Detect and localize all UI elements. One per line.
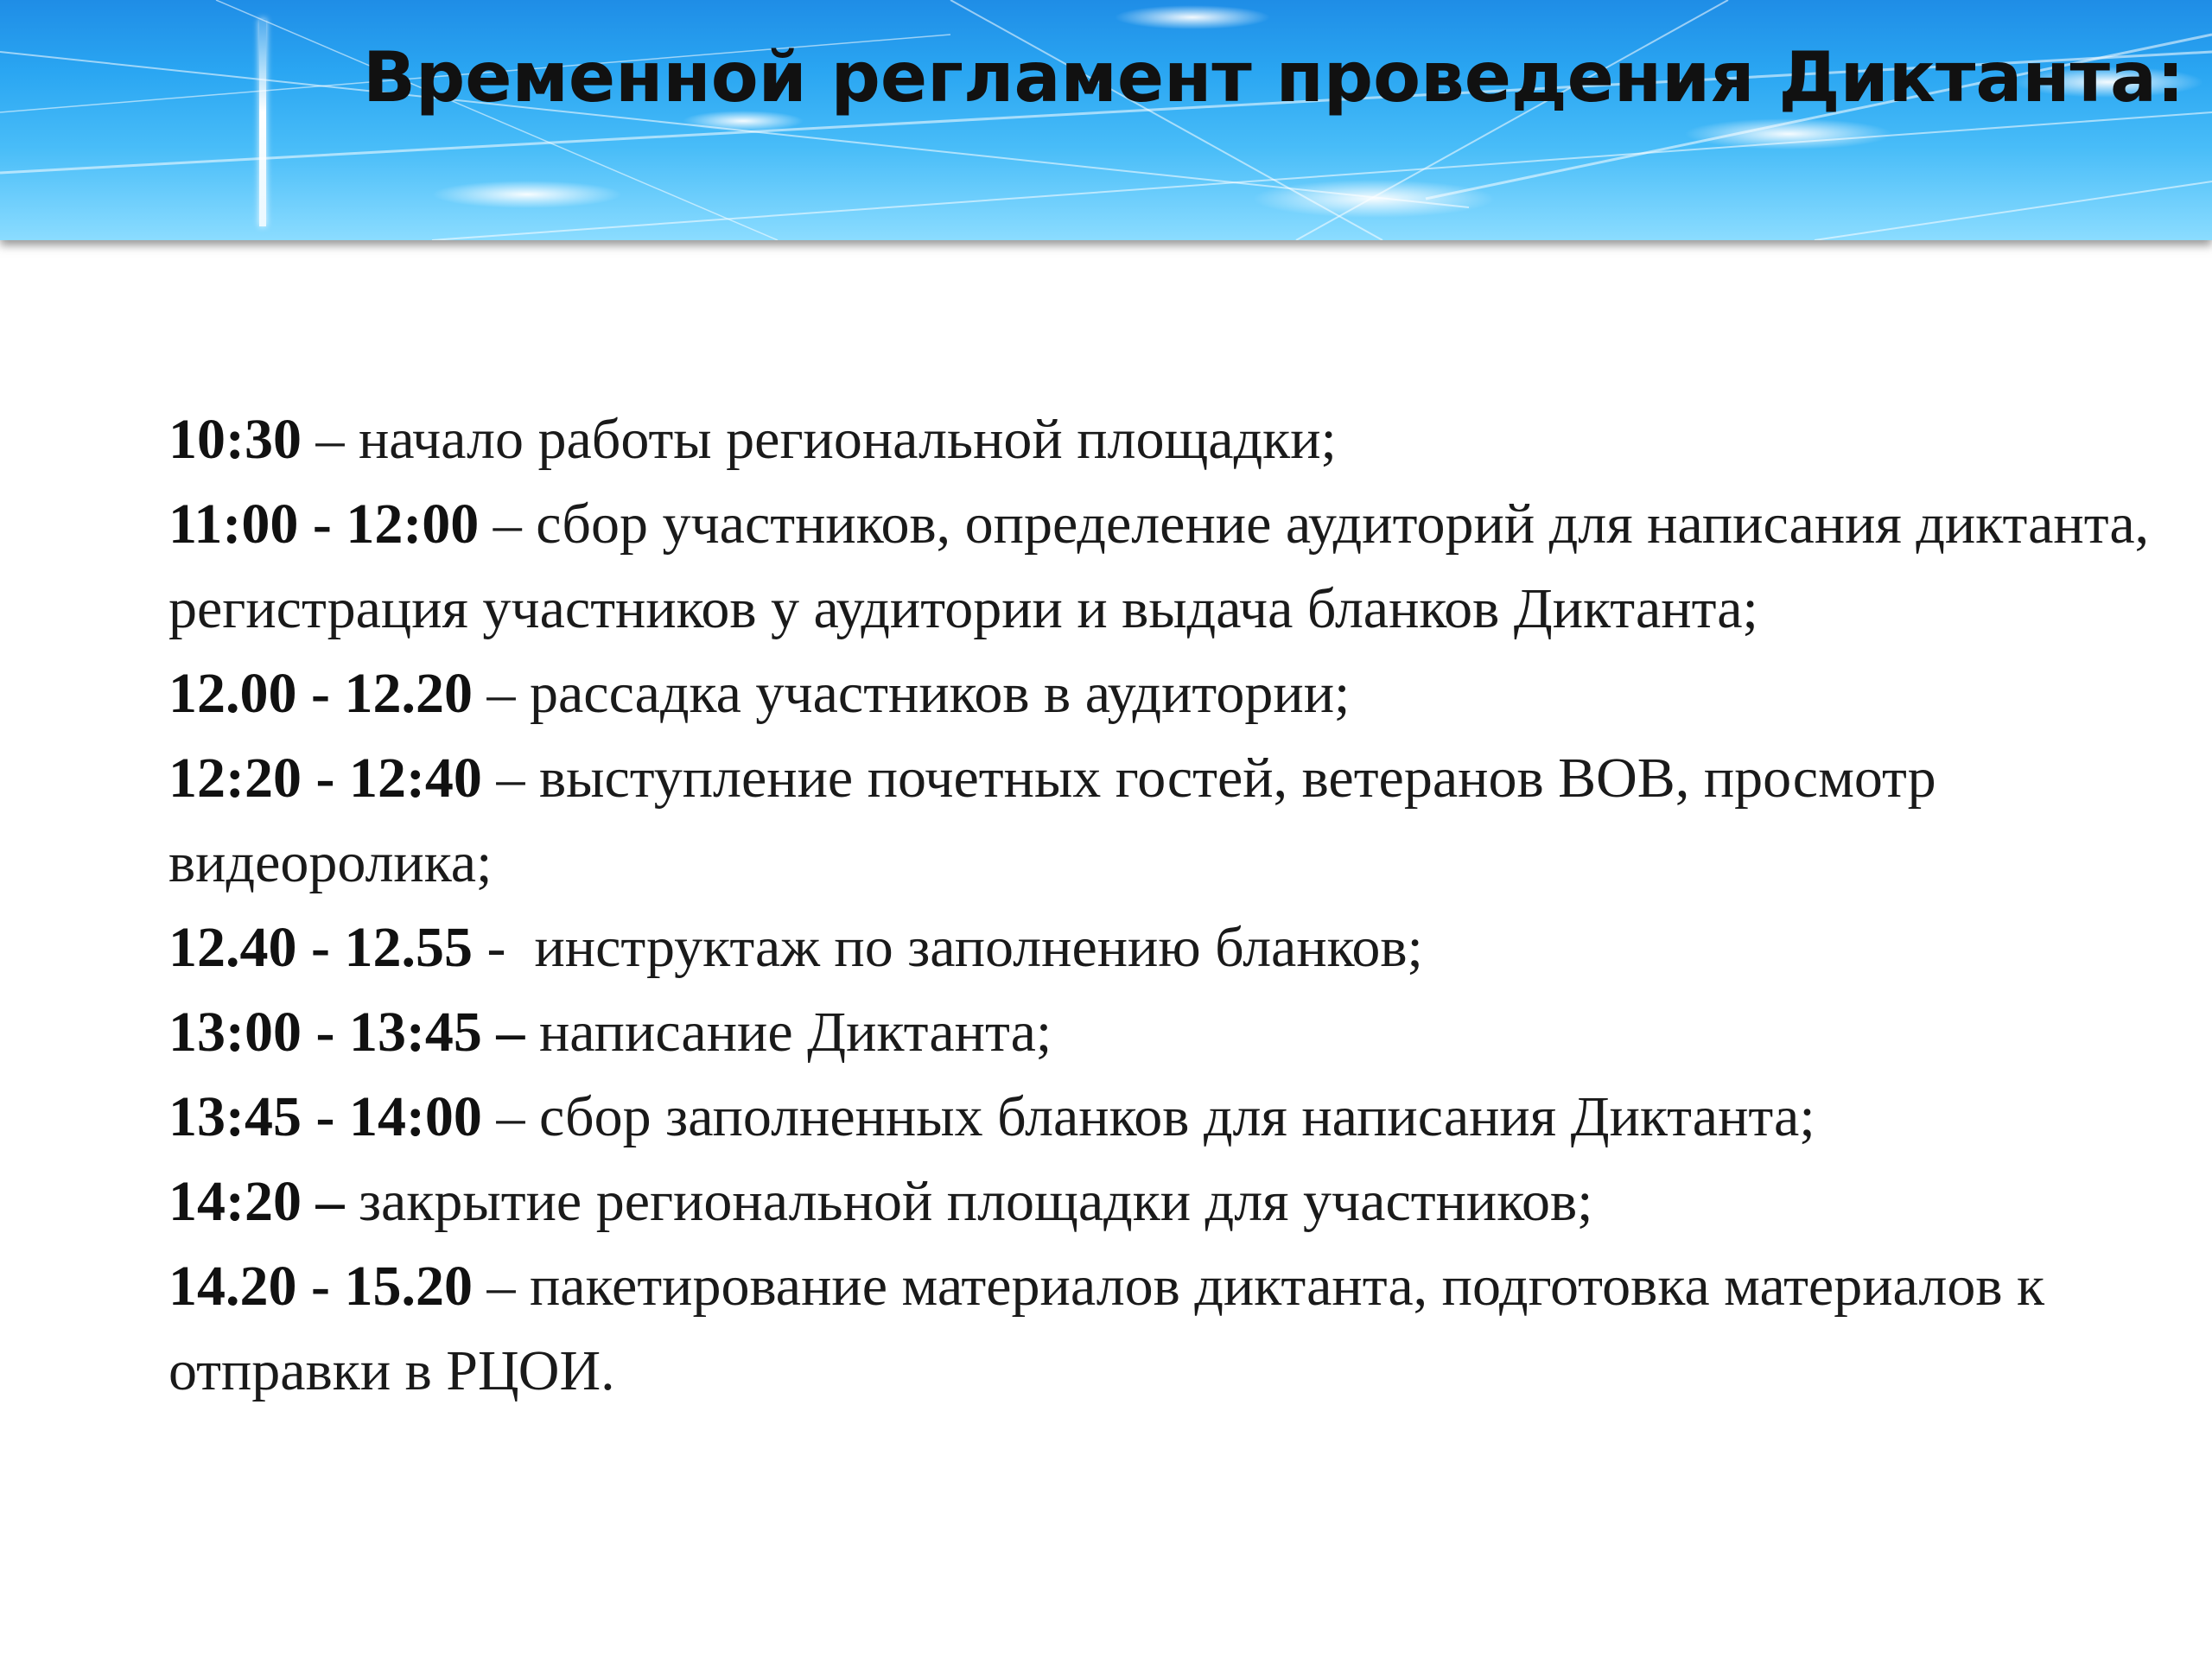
schedule-separator: – — [481, 747, 539, 810]
schedule-text: инструктаж по заполнению бланков; — [534, 916, 1423, 979]
schedule-text: рассадка участников в аудитории; — [529, 662, 1351, 725]
header-band — [0, 0, 2212, 240]
schedule-text: пакетирование материалов диктанта, подготовка материалов к отправки в РЦОИ. — [168, 1255, 2045, 1402]
schedule-item — [168, 990, 2156, 1075]
schedule-time: 13:00 - 13:45 – — [168, 1001, 525, 1064]
schedule-separator: – — [479, 493, 537, 556]
schedule-time: 11:00 - 12:00 — [168, 493, 480, 556]
schedule-item — [168, 1244, 2156, 1414]
schedule-separator — [344, 1170, 359, 1233]
header-divider — [259, 19, 266, 226]
schedule-item — [168, 652, 2156, 736]
schedule-text: начало работы региональной площадки; — [358, 408, 1337, 471]
schedule-text: сбор заполненных бланков для написания Диктанта; — [538, 1085, 1815, 1148]
schedule-time: 12.00 - 12.20 — [168, 662, 473, 725]
schedule-time: 12.40 - 12.55 — [168, 916, 473, 979]
schedule-time: 10:30 — [168, 408, 302, 471]
schedule-time: 14:20 – — [168, 1170, 345, 1233]
schedule-time: 14.20 - 15.20 — [168, 1255, 473, 1318]
schedule-text: написание Диктанта; — [538, 1001, 1052, 1064]
schedule-list — [168, 397, 2156, 1414]
schedule-separator: - — [472, 916, 535, 979]
schedule-separator — [524, 1001, 539, 1064]
schedule-separator: – — [481, 1085, 539, 1148]
schedule-text: закрытие региональной площадки для участников; — [358, 1170, 1593, 1233]
schedule-text: сбор участников, определение аудиторий для написания диктанта, регистрация участников у аудитории и выдача бланков Диктанта; — [168, 493, 2150, 640]
schedule-item — [168, 397, 2156, 482]
schedule-item — [168, 736, 2156, 906]
schedule-separator: – — [301, 408, 359, 471]
schedule-separator: – — [472, 1255, 530, 1318]
schedule-item — [168, 906, 2156, 990]
schedule-item — [168, 482, 2156, 652]
schedule-item — [168, 1075, 2156, 1160]
schedule-separator: – — [472, 662, 530, 725]
schedule-time: 12:20 - 12:40 — [168, 747, 482, 810]
schedule-item — [168, 1160, 2156, 1244]
schedule-text: выступление почетных гостей, ветеранов ВОВ, просмотр видеоролика; — [168, 747, 1936, 894]
schedule-time: 13:45 - 14:00 — [168, 1085, 482, 1148]
slide-title: Временной регламент проведения Диктанта: — [363, 37, 2184, 118]
